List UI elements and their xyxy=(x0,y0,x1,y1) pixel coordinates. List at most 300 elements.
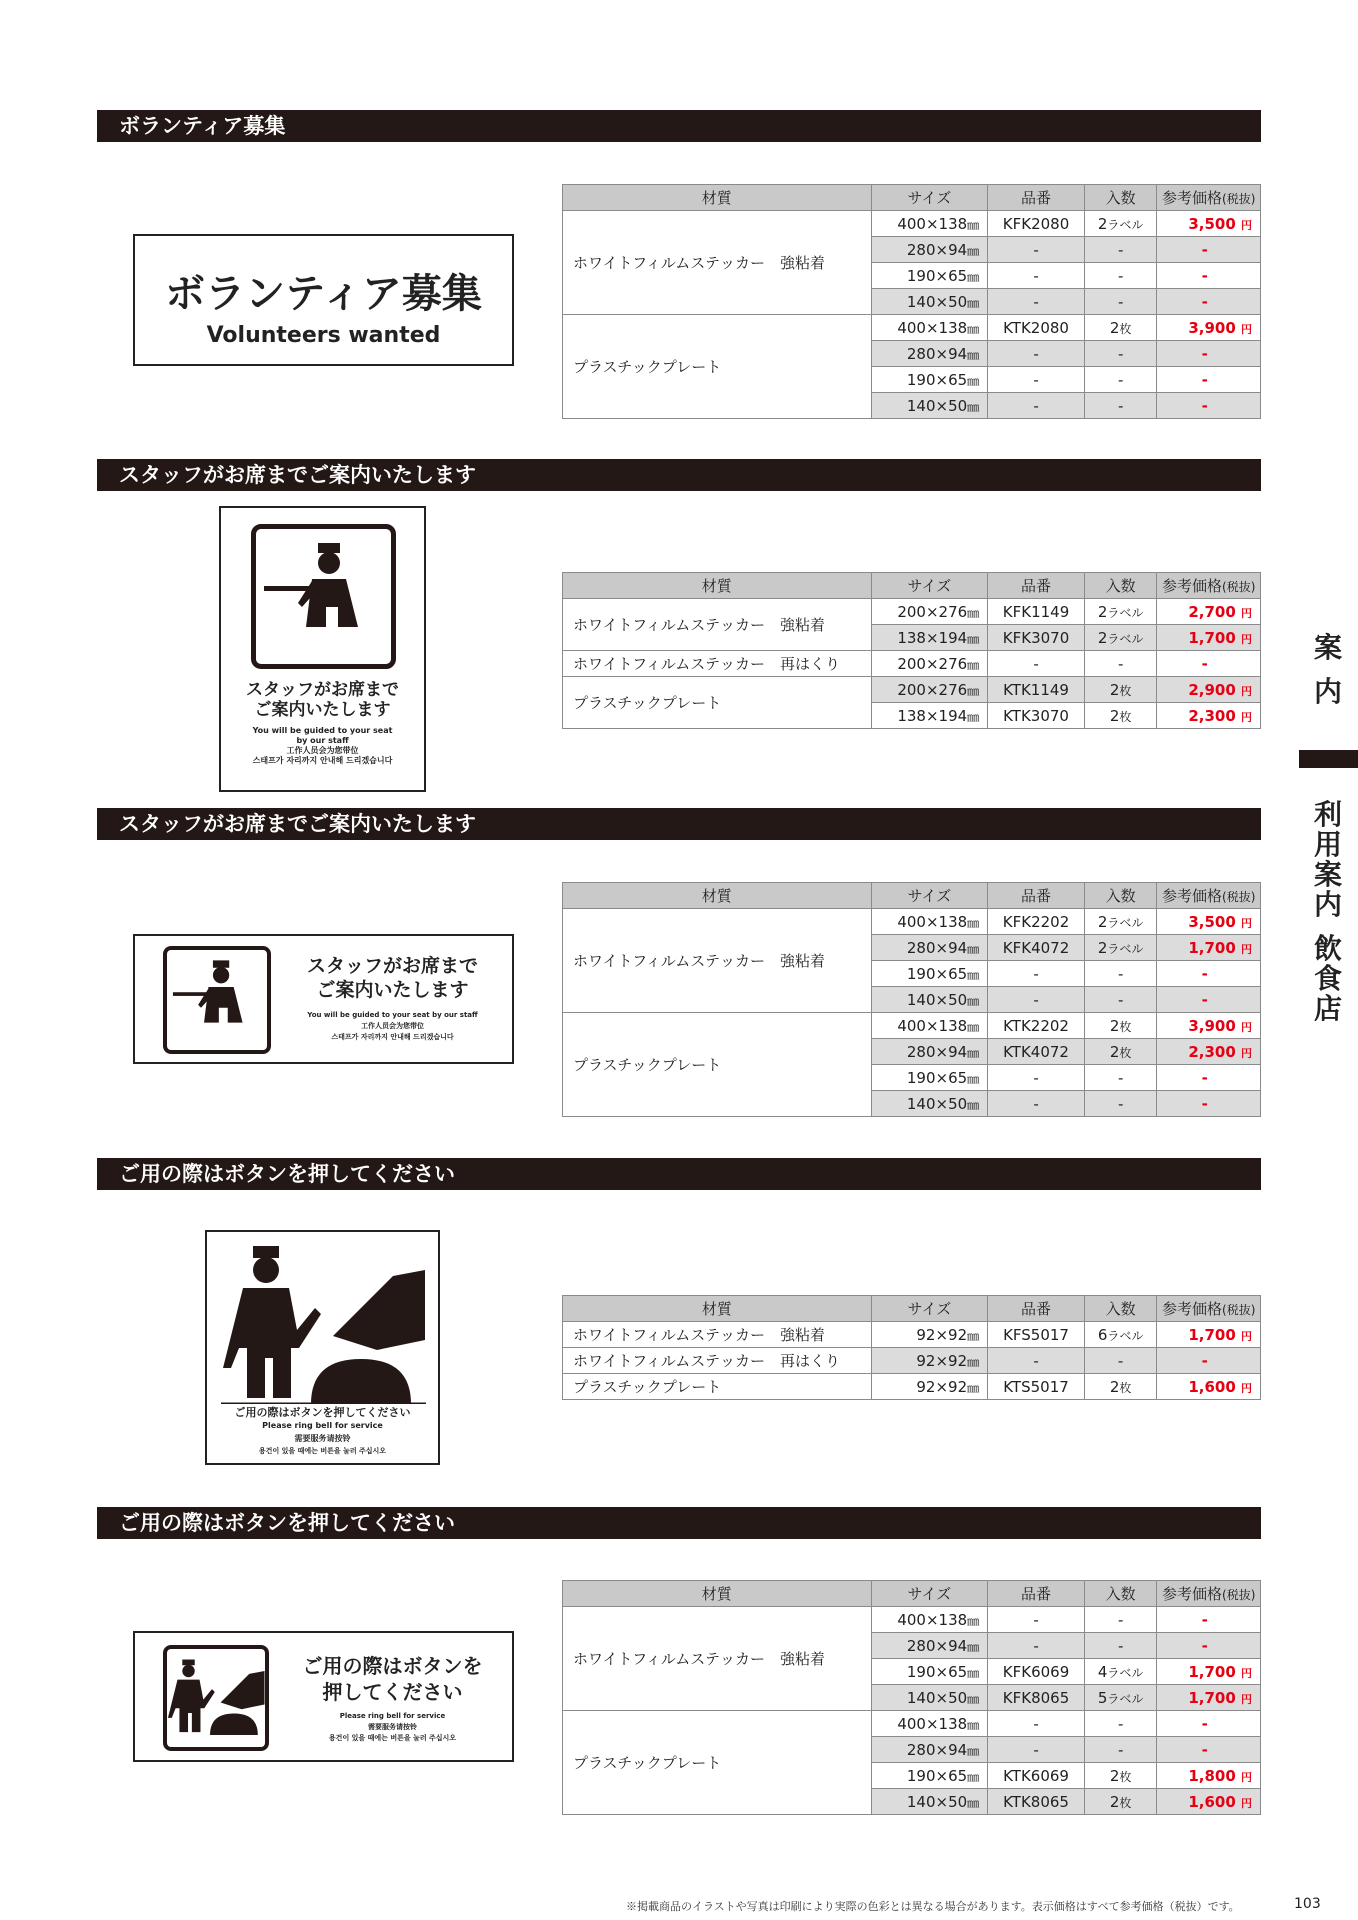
product-code-cell: - xyxy=(988,1711,1085,1737)
tax-note: (税抜) xyxy=(1222,580,1256,594)
size-unit: ㎜ xyxy=(967,967,980,982)
yen-unit: 円 xyxy=(1241,322,1252,336)
size-unit: ㎜ xyxy=(967,915,980,930)
product-code-cell: KFK4072 xyxy=(988,935,1085,961)
size-cell: 140×50㎜ xyxy=(871,1091,988,1117)
price-cell: - xyxy=(1157,1091,1261,1117)
side-char: 店 xyxy=(1313,992,1342,1025)
size-unit: ㎜ xyxy=(967,1071,980,1086)
column-header: 参考価格(税抜) xyxy=(1157,185,1261,211)
price-cell: 1,700 円 xyxy=(1157,1659,1261,1685)
yen-unit: 円 xyxy=(1241,632,1252,646)
product-code-cell: KTK2202 xyxy=(988,1013,1085,1039)
price-cell: 1,700 円 xyxy=(1157,1322,1261,1348)
price-cell: 1,800 円 xyxy=(1157,1763,1261,1789)
column-header: サイズ xyxy=(871,185,988,211)
tax-note: (税抜) xyxy=(1222,1588,1256,1602)
size-cell: 140×50㎜ xyxy=(871,393,988,419)
column-header: 品番 xyxy=(988,883,1085,909)
column-header: 材質 xyxy=(563,573,872,599)
sign-kr-text: 용건이 있을 때에는 버튼을 눌러 주십시오 xyxy=(258,1447,387,1455)
size-unit: ㎜ xyxy=(967,631,980,646)
price-cell: 3,500 円 xyxy=(1157,211,1261,237)
column-header: 参考価格(税抜) xyxy=(1157,1581,1261,1607)
size-cell: 92×92㎜ xyxy=(871,1348,988,1374)
quantity-cell: - xyxy=(1084,1633,1156,1659)
product-code-cell: - xyxy=(988,393,1085,419)
size-cell: 138×194㎜ xyxy=(871,625,988,651)
quantity-cell: 2ラベル xyxy=(1084,599,1156,625)
product-code-cell: KTS5017 xyxy=(988,1374,1085,1400)
size-unit: ㎜ xyxy=(967,217,980,232)
column-header: 入数 xyxy=(1084,883,1156,909)
size-cell: 138×194㎜ xyxy=(871,703,988,729)
table-header-row xyxy=(563,1581,1261,1607)
side-index-category xyxy=(1298,626,1358,714)
product-code-cell: KFK2202 xyxy=(988,909,1085,935)
column-header: 材質 xyxy=(563,1296,872,1322)
sign-jp-line1: スタッフがお席まで xyxy=(306,955,478,977)
material-cell: プラスチックプレート xyxy=(563,677,872,729)
column-header: 品番 xyxy=(988,1581,1085,1607)
quantity-unit: ラベル xyxy=(1107,1691,1144,1706)
size-unit: ㎜ xyxy=(967,657,980,672)
price-cell: - xyxy=(1157,367,1261,393)
yen-unit: 円 xyxy=(1241,1381,1252,1395)
material-cell: プラスチックプレート xyxy=(563,1711,872,1815)
size-unit: ㎜ xyxy=(967,347,980,362)
size-cell: 190×65㎜ xyxy=(871,1065,988,1091)
page-number: 103 xyxy=(1294,1896,1321,1912)
table-row xyxy=(563,1013,1261,1039)
price-cell: - xyxy=(1157,237,1261,263)
section-title: スタッフがお席までご案内いたします xyxy=(97,808,1261,840)
size-cell: 200×276㎜ xyxy=(871,651,988,677)
section-title: スタッフがお席までご案内いたします xyxy=(97,459,1261,491)
column-header: 材質 xyxy=(563,185,872,211)
side-char: 案 xyxy=(1313,858,1342,891)
size-unit: ㎜ xyxy=(967,1380,980,1395)
spec-table xyxy=(562,1295,1261,1400)
quantity-cell: - xyxy=(1084,237,1156,263)
size-unit: ㎜ xyxy=(967,1354,980,1369)
sign-cn-text: 需要服务请按铃 xyxy=(294,1434,351,1443)
table-row xyxy=(563,1374,1261,1400)
table-header-row xyxy=(563,573,1261,599)
material-cell: ホワイトフィルムステッカー 強粘着 xyxy=(563,1322,872,1348)
quantity-unit: ラベル xyxy=(1107,217,1144,232)
quantity-cell: - xyxy=(1084,987,1156,1013)
size-cell: 400×138㎜ xyxy=(871,1711,988,1737)
waiter-pictogram-icon xyxy=(163,946,271,1054)
material-cell: ホワイトフィルムステッカー 強粘着 xyxy=(563,599,872,651)
table-row xyxy=(563,599,1261,625)
quantity-unit: 枚 xyxy=(1119,1045,1132,1060)
spec-table xyxy=(562,572,1261,729)
yen-unit: 円 xyxy=(1241,916,1252,930)
material-cell: ホワイトフィルムステッカー 再はくり xyxy=(563,1348,872,1374)
section-title: ご用の際はボタンを押してください xyxy=(97,1507,1261,1539)
yen-unit: 円 xyxy=(1241,684,1252,698)
spec-table xyxy=(562,882,1261,1117)
size-unit: ㎜ xyxy=(967,1665,980,1680)
table-row xyxy=(563,651,1261,677)
quantity-cell: 5ラベル xyxy=(1084,1685,1156,1711)
quantity-unit: 枚 xyxy=(1119,321,1132,336)
table-header-row xyxy=(563,883,1261,909)
quantity-unit: ラベル xyxy=(1107,915,1144,930)
size-unit: ㎜ xyxy=(967,1717,980,1732)
quantity-cell: 2枚 xyxy=(1084,677,1156,703)
table-row xyxy=(563,677,1261,703)
size-unit: ㎜ xyxy=(967,269,980,284)
size-unit: ㎜ xyxy=(967,321,980,336)
price-cell: - xyxy=(1157,1065,1261,1091)
product-code-cell: - xyxy=(988,987,1085,1013)
quantity-unit: 枚 xyxy=(1119,1019,1132,1034)
size-unit: ㎜ xyxy=(967,1613,980,1628)
size-unit: ㎜ xyxy=(967,1045,980,1060)
size-unit: ㎜ xyxy=(967,373,980,388)
waiter-pictogram-icon xyxy=(251,524,396,669)
material-cell: ホワイトフィルムステッカー 強粘着 xyxy=(563,909,872,1013)
product-code-cell: KTK4072 xyxy=(988,1039,1085,1065)
sign-en-text: You will be guided to your seat by our staff xyxy=(307,1011,478,1019)
size-cell: 190×65㎜ xyxy=(871,1763,988,1789)
side-char: 案 xyxy=(1313,631,1342,664)
product-code-cell: - xyxy=(988,1607,1085,1633)
column-header: 参考価格(税抜) xyxy=(1157,1296,1261,1322)
size-unit: ㎜ xyxy=(967,941,980,956)
quantity-cell: 2枚 xyxy=(1084,1789,1156,1815)
yen-unit: 円 xyxy=(1241,1666,1252,1680)
material-cell: ホワイトフィルムステッカー 再はくり xyxy=(563,651,872,677)
quantity-cell: - xyxy=(1084,961,1156,987)
quantity-cell: 2枚 xyxy=(1084,1039,1156,1065)
sign-cn-text: 工作人员会为您带位 xyxy=(361,1022,424,1030)
footnote: ※掲載商品のイラストや写真は印刷により実際の色彩とは異なる場合があります。表示価格はすべて参考価格（税抜）です。 xyxy=(626,1900,1240,1913)
yen-unit: 円 xyxy=(1241,606,1252,620)
quantity-unit: 枚 xyxy=(1119,683,1132,698)
price-cell: - xyxy=(1157,1607,1261,1633)
quantity-unit: ラベル xyxy=(1107,631,1144,646)
product-code-cell: KFK3070 xyxy=(988,625,1085,651)
column-header: 材質 xyxy=(563,1581,872,1607)
quantity-cell: - xyxy=(1084,393,1156,419)
price-cell: 3,900 円 xyxy=(1157,315,1261,341)
side-char: 食 xyxy=(1313,962,1342,995)
size-unit: ㎜ xyxy=(967,605,980,620)
product-code-cell: - xyxy=(988,651,1085,677)
quantity-cell: - xyxy=(1084,1711,1156,1737)
table-header-row xyxy=(563,185,1261,211)
size-unit: ㎜ xyxy=(967,1743,980,1758)
quantity-cell: 6ラベル xyxy=(1084,1322,1157,1348)
price-cell: - xyxy=(1157,341,1261,367)
size-cell: 140×50㎜ xyxy=(871,987,988,1013)
yen-unit: 円 xyxy=(1241,1020,1252,1034)
quantity-cell: 2枚 xyxy=(1084,703,1156,729)
quantity-cell: - xyxy=(1084,289,1156,315)
bell-pictogram-icon xyxy=(163,1645,269,1751)
sign-bell-horizontal xyxy=(133,1631,514,1762)
bell-pictogram-icon xyxy=(221,1244,426,1404)
size-cell: 190×65㎜ xyxy=(871,367,988,393)
side-char: 内 xyxy=(1313,675,1342,708)
price-cell: - xyxy=(1157,1711,1261,1737)
material-cell: プラスチックプレート xyxy=(563,1374,872,1400)
table-header-row xyxy=(563,1296,1261,1322)
size-cell: 190×65㎜ xyxy=(871,263,988,289)
product-code-cell: KTK8065 xyxy=(988,1789,1085,1815)
size-unit: ㎜ xyxy=(967,243,980,258)
side-index-bar xyxy=(1299,750,1358,768)
yen-unit: 円 xyxy=(1241,1796,1252,1810)
column-header: 入数 xyxy=(1084,185,1156,211)
quantity-cell: 4ラベル xyxy=(1084,1659,1156,1685)
size-unit: ㎜ xyxy=(967,993,980,1008)
yen-unit: 円 xyxy=(1241,1692,1252,1706)
sign-kr-text: 스태프가 자리까지 안내해 드리겠습니다 xyxy=(331,1033,454,1041)
price-cell: 1,600 円 xyxy=(1157,1789,1261,1815)
price-cell: 3,500 円 xyxy=(1157,909,1261,935)
side-index-subcategory xyxy=(1298,800,1358,1024)
yen-unit: 円 xyxy=(1241,1046,1252,1060)
spec-table xyxy=(562,1580,1261,1815)
sign-en-line2: by our staff xyxy=(296,736,349,745)
sign-jp-text: ご用の際はボタンを押してください xyxy=(234,1406,411,1419)
column-header: 参考価格(税抜) xyxy=(1157,573,1261,599)
size-cell: 400×138㎜ xyxy=(871,1607,988,1633)
quantity-unit: 枚 xyxy=(1119,1795,1132,1810)
product-code-cell: KTK3070 xyxy=(988,703,1085,729)
column-header: 品番 xyxy=(988,185,1085,211)
size-cell: 280×94㎜ xyxy=(871,1737,988,1763)
material-cell: ホワイトフィルムステッカー 強粘着 xyxy=(563,1607,872,1711)
column-header: 参考価格(税抜) xyxy=(1157,883,1261,909)
size-cell: 400×138㎜ xyxy=(871,1013,988,1039)
size-unit: ㎜ xyxy=(967,1769,980,1784)
spec-table xyxy=(562,184,1261,419)
price-cell: - xyxy=(1157,393,1261,419)
size-cell: 190×65㎜ xyxy=(871,961,988,987)
column-header: サイズ xyxy=(871,1581,988,1607)
size-cell: 92×92㎜ xyxy=(871,1374,988,1400)
quantity-unit: 枚 xyxy=(1119,1380,1132,1395)
quantity-unit: ラベル xyxy=(1107,1665,1144,1680)
sign-kr-text: 스태프가 자리까지 안내해 드리겠습니다 xyxy=(252,756,393,765)
sign-volunteer xyxy=(133,234,514,366)
side-char: 利 xyxy=(1313,798,1342,831)
size-unit: ㎜ xyxy=(967,683,980,698)
column-header: 品番 xyxy=(988,573,1085,599)
column-header: 入数 xyxy=(1084,1296,1157,1322)
price-cell: - xyxy=(1157,289,1261,315)
product-code-cell: - xyxy=(988,289,1085,315)
column-header: サイズ xyxy=(871,573,988,599)
quantity-cell: - xyxy=(1084,341,1156,367)
product-code-cell: - xyxy=(988,263,1085,289)
price-cell: 1,700 円 xyxy=(1157,935,1261,961)
size-unit: ㎜ xyxy=(967,1019,980,1034)
quantity-unit: 枚 xyxy=(1119,1769,1132,1784)
yen-unit: 円 xyxy=(1241,710,1252,724)
sign-cn-text: 需要服务请按铃 xyxy=(368,1723,417,1731)
quantity-cell: - xyxy=(1084,1348,1157,1374)
yen-unit: 円 xyxy=(1241,942,1252,956)
yen-unit: 円 xyxy=(1241,1770,1252,1784)
size-cell: 280×94㎜ xyxy=(871,935,988,961)
size-cell: 140×50㎜ xyxy=(871,289,988,315)
column-header: 材質 xyxy=(563,883,872,909)
sign-bell-square xyxy=(205,1230,440,1465)
product-code-cell: KFK1149 xyxy=(988,599,1085,625)
product-code-cell: KTK2080 xyxy=(988,315,1085,341)
product-code-cell: - xyxy=(988,367,1085,393)
price-cell: 3,900 円 xyxy=(1157,1013,1261,1039)
table-row xyxy=(563,211,1261,237)
quantity-cell: - xyxy=(1084,651,1156,677)
table-row xyxy=(563,909,1261,935)
size-unit: ㎜ xyxy=(967,1639,980,1654)
product-code-cell: KTK6069 xyxy=(988,1763,1085,1789)
quantity-cell: 2ラベル xyxy=(1084,909,1156,935)
size-cell: 400×138㎜ xyxy=(871,211,988,237)
quantity-cell: - xyxy=(1084,1091,1156,1117)
product-code-cell: KFK2080 xyxy=(988,211,1085,237)
size-unit: ㎜ xyxy=(967,1328,980,1343)
quantity-cell: - xyxy=(1084,263,1156,289)
sign-jp-line2: 押してください xyxy=(322,1680,463,1704)
material-cell: プラスチックプレート xyxy=(563,315,872,419)
quantity-cell: 2枚 xyxy=(1084,315,1156,341)
size-cell: 400×138㎜ xyxy=(871,909,988,935)
column-header: 品番 xyxy=(988,1296,1085,1322)
size-cell: 140×50㎜ xyxy=(871,1789,988,1815)
quantity-cell: 2ラベル xyxy=(1084,625,1156,651)
material-cell: プラスチックプレート xyxy=(563,1013,872,1117)
product-code-cell: - xyxy=(988,1737,1085,1763)
column-header: サイズ xyxy=(871,1296,988,1322)
size-cell: 280×94㎜ xyxy=(871,341,988,367)
sign-en-text: Please ring bell for service xyxy=(262,1421,383,1430)
column-header: 入数 xyxy=(1084,573,1156,599)
quantity-cell: 2ラベル xyxy=(1084,935,1156,961)
quantity-unit: ラベル xyxy=(1107,605,1144,620)
product-code-cell: KFK6069 xyxy=(988,1659,1085,1685)
price-cell: - xyxy=(1157,1737,1261,1763)
yen-unit: 円 xyxy=(1241,218,1252,232)
size-cell: 280×94㎜ xyxy=(871,237,988,263)
product-code-cell: - xyxy=(988,237,1085,263)
quantity-cell: - xyxy=(1084,1737,1156,1763)
size-cell: 280×94㎜ xyxy=(871,1633,988,1659)
price-cell: 2,300 円 xyxy=(1157,1039,1261,1065)
sign-jp-line2: ご案内いたします xyxy=(254,700,391,720)
quantity-cell: - xyxy=(1084,1607,1156,1633)
side-char: 内 xyxy=(1313,888,1342,921)
sign-jp-text: ボランティア募集 xyxy=(165,271,482,317)
size-unit: ㎜ xyxy=(967,295,980,310)
size-cell: 400×138㎜ xyxy=(871,315,988,341)
sign-en-text: Please ring bell for service xyxy=(339,1712,446,1720)
product-code-cell: - xyxy=(988,1633,1085,1659)
tax-note: (税抜) xyxy=(1222,890,1256,904)
quantity-unit: ラベル xyxy=(1107,941,1144,956)
price-cell: 2,700 円 xyxy=(1157,599,1261,625)
size-cell: 190×65㎜ xyxy=(871,1659,988,1685)
price-cell: - xyxy=(1157,987,1261,1013)
table-row xyxy=(563,315,1261,341)
product-code-cell: - xyxy=(988,1091,1085,1117)
size-cell: 140×50㎜ xyxy=(871,1685,988,1711)
product-code-cell: - xyxy=(988,1348,1085,1374)
quantity-unit: ラベル xyxy=(1107,1328,1144,1343)
price-cell: - xyxy=(1157,1633,1261,1659)
sign-staff-horizontal xyxy=(133,934,514,1064)
price-cell: - xyxy=(1157,961,1261,987)
size-unit: ㎜ xyxy=(967,709,980,724)
column-header: 入数 xyxy=(1084,1581,1156,1607)
price-cell: - xyxy=(1157,1348,1261,1374)
material-cell: ホワイトフィルムステッカー 強粘着 xyxy=(563,211,872,315)
sign-cn-text: 工作人员会为您带位 xyxy=(286,746,359,755)
quantity-cell: - xyxy=(1084,367,1156,393)
product-code-cell: - xyxy=(988,961,1085,987)
price-cell: 1,700 円 xyxy=(1157,1685,1261,1711)
size-cell: 280×94㎜ xyxy=(871,1039,988,1065)
quantity-cell: 2ラベル xyxy=(1084,211,1156,237)
sign-staff-vertical xyxy=(219,506,426,792)
sign-jp-line1: スタッフがお席まで xyxy=(246,680,399,700)
size-unit: ㎜ xyxy=(967,399,980,414)
table-row xyxy=(563,1711,1261,1737)
product-code-cell: KFK8065 xyxy=(988,1685,1085,1711)
quantity-cell: 2枚 xyxy=(1084,1013,1156,1039)
sign-en-line1: You will be guided to your seat xyxy=(252,726,393,735)
size-unit: ㎜ xyxy=(967,1795,980,1810)
price-cell: 2,900 円 xyxy=(1157,677,1261,703)
size-unit: ㎜ xyxy=(967,1097,980,1112)
tax-note: (税抜) xyxy=(1222,192,1256,206)
product-code-cell: KFS5017 xyxy=(988,1322,1085,1348)
side-char: 飲 xyxy=(1313,932,1342,965)
size-unit: ㎜ xyxy=(967,1691,980,1706)
sign-kr-text: 용건이 있을 때에는 버튼을 눌러 주십시오 xyxy=(328,1734,457,1742)
quantity-cell: 2枚 xyxy=(1084,1763,1156,1789)
price-cell: - xyxy=(1157,263,1261,289)
side-char: 用 xyxy=(1313,828,1342,861)
quantity-cell: 2枚 xyxy=(1084,1374,1157,1400)
size-cell: 200×276㎜ xyxy=(871,599,988,625)
column-header: サイズ xyxy=(871,883,988,909)
tax-note: (税抜) xyxy=(1222,1303,1256,1317)
sign-en-text: Volunteers wanted xyxy=(206,323,441,348)
product-code-cell: KTK1149 xyxy=(988,677,1085,703)
price-cell: 2,300 円 xyxy=(1157,703,1261,729)
size-cell: 92×92㎜ xyxy=(871,1322,988,1348)
table-row xyxy=(563,1322,1261,1348)
product-code-cell: - xyxy=(988,1065,1085,1091)
yen-unit: 円 xyxy=(1241,1329,1252,1343)
table-row xyxy=(563,1607,1261,1633)
size-cell: 200×276㎜ xyxy=(871,677,988,703)
sign-jp-line2: ご案内いたします xyxy=(316,979,469,1001)
quantity-cell: - xyxy=(1084,1065,1156,1091)
price-cell: 1,600 円 xyxy=(1157,1374,1261,1400)
section-title: ご用の際はボタンを押してください xyxy=(97,1158,1261,1190)
section-title: ボランティア募集 xyxy=(97,110,1261,142)
